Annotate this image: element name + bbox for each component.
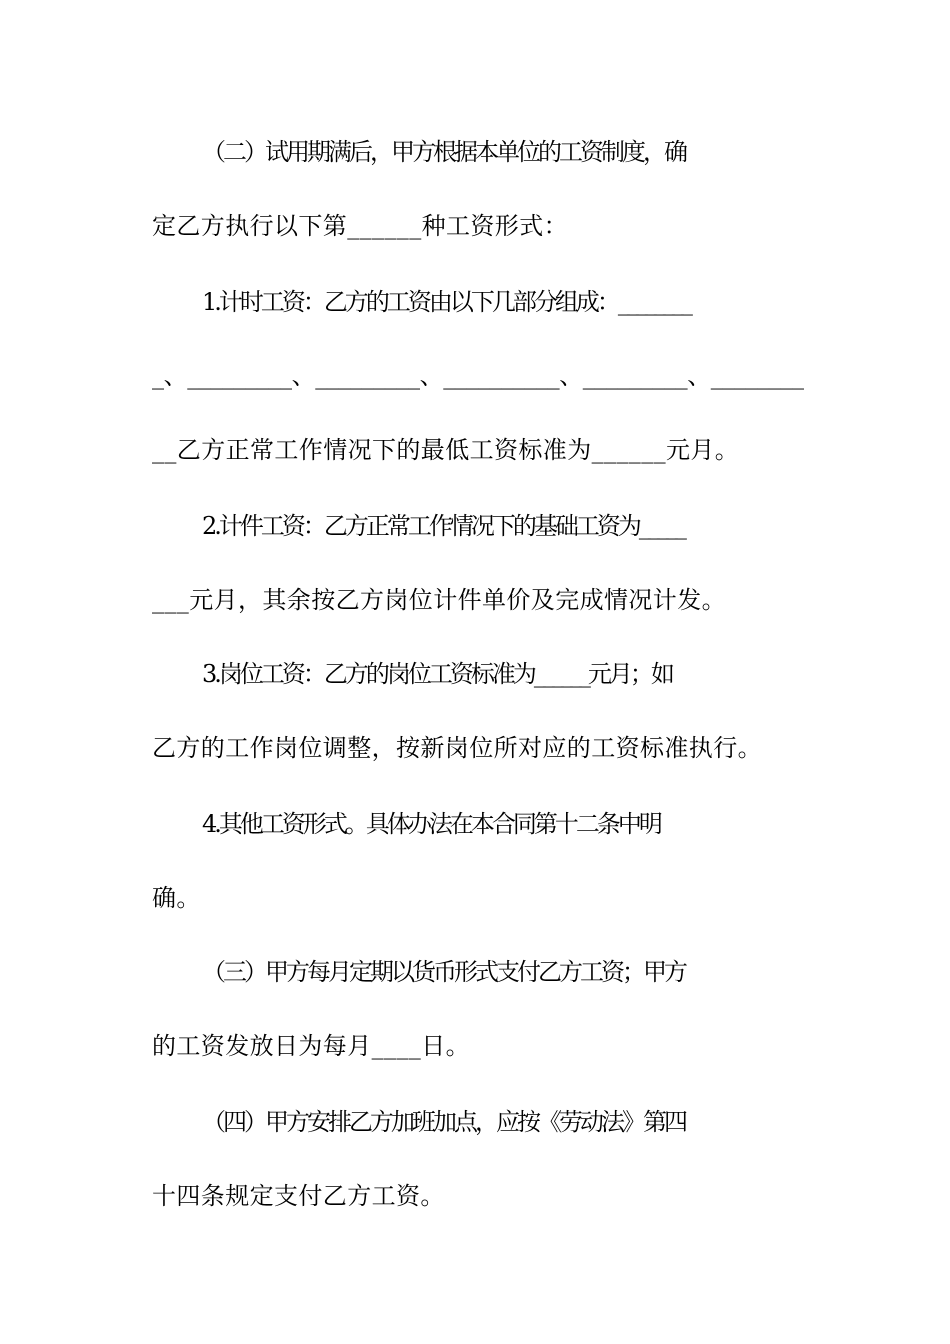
paragraph-2-line-1: （二）试用期满后，甲方根据本单位的工资制度，确 [202, 138, 685, 166]
paragraph-2-line-2: 定乙方执行以下第______种工资形式： [152, 212, 568, 240]
item-1-line-2: _、_________、_________、__________、_________、________ [152, 362, 804, 390]
item-4-line-1: 4.其他工资形式。具体办法在本合同第十二条中明 [202, 810, 660, 838]
paragraph-4-line-2: 十四条规定支付乙方工资。 [152, 1182, 445, 1210]
paragraph-3-line-1: （三）甲方每月定期以货币形式支付乙方工资；甲方 [202, 958, 685, 986]
item-3-line-2: 乙方的工作岗位调整，按新岗位所对应的工资标准执行。 [152, 734, 762, 762]
item-1-line-3: __乙方正常工作情况下的最低工资标准为______元月。 [152, 436, 740, 464]
item-4-line-2: 确。 [152, 884, 201, 912]
paragraph-4-line-1: （四）甲方安排乙方加班加点，应按《劳动法》第四 [202, 1108, 685, 1136]
paragraph-3-line-2: 的工资发放日为每月____日。 [152, 1032, 470, 1060]
item-2-line-1: 2.计件工资：乙方正常工作情况下的基础工资为_____ [202, 512, 684, 540]
item-3-line-1: 3.岗位工资：乙方的岗位工资标准为______元月；如 [202, 660, 672, 688]
item-2-line-2: ___元月，其余按乙方岗位计件单价及完成情况计发。 [152, 586, 726, 614]
item-1-line-1: 1.计时工资：乙方的工资由以下几部分组成：________ [202, 288, 690, 316]
